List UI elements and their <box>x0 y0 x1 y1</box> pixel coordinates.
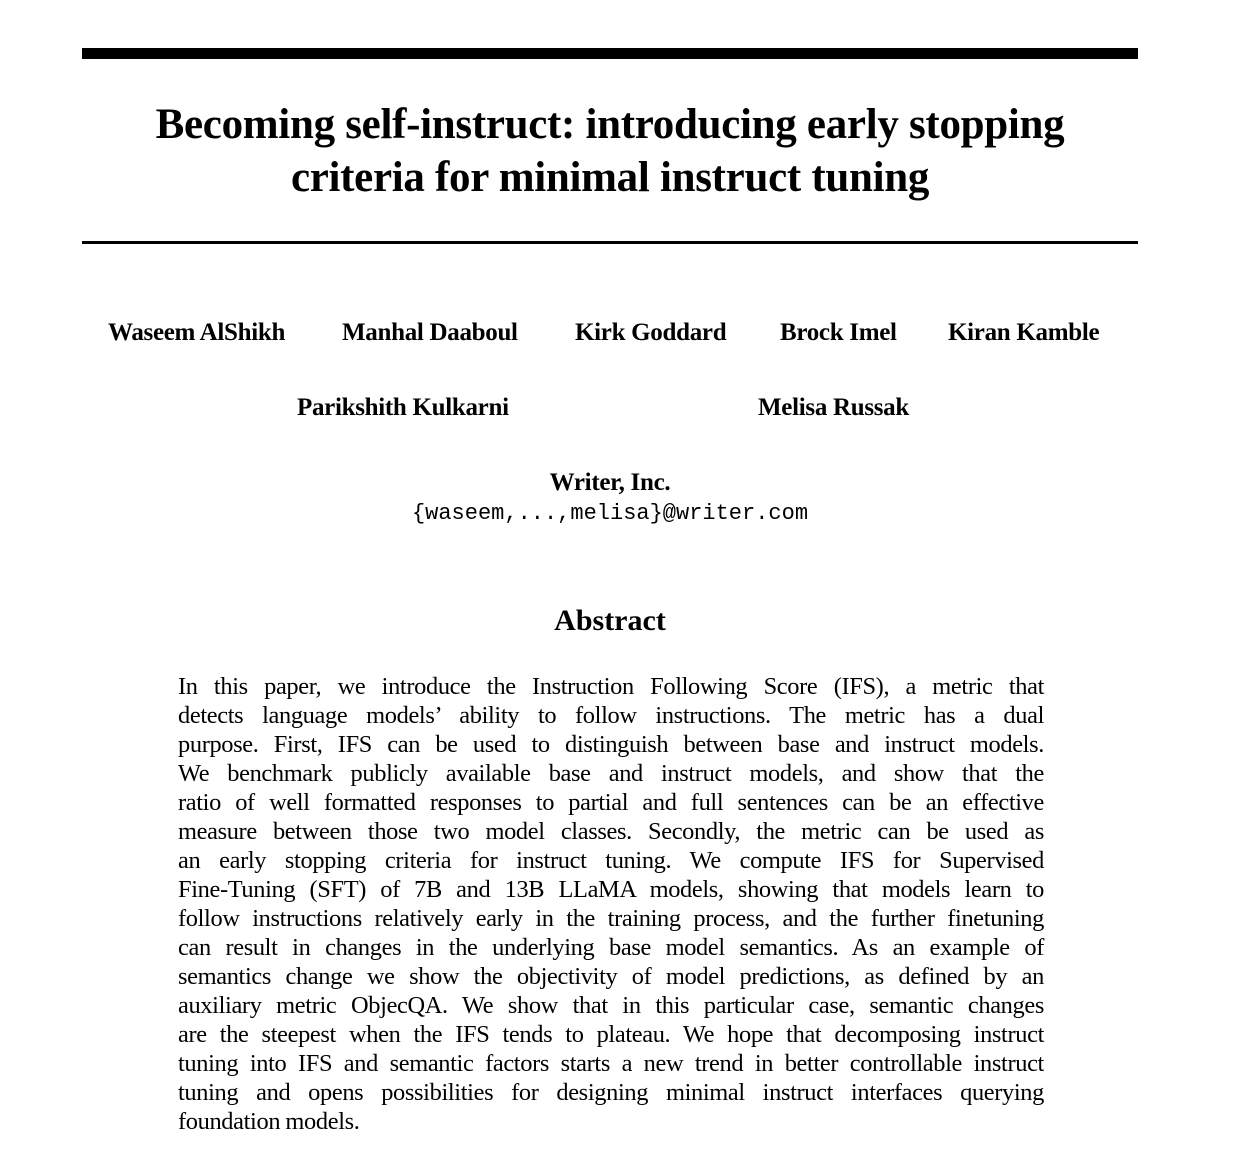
abstract-line: auxiliary metric ObjecQA. We show that in this particular case, semantic changes <box>178 992 1044 1019</box>
author-name: Kiran Kamble <box>948 319 1100 346</box>
author-name: Waseem AlShikh <box>108 319 286 346</box>
abstract-line: ratio of well formatted responses to partial and full sentences can be an effective <box>178 789 1044 816</box>
title-bottom-rule <box>82 241 1138 244</box>
abstract-body <box>178 672 1044 1136</box>
abstract-line: Fine-Tuning (SFT) of 7B and 13B LLaMA models, showing that models learn to <box>178 876 1044 903</box>
abstract-line: follow instructions relatively early in the training process, and the further finetuning <box>178 905 1044 932</box>
abstract-heading: Abstract <box>554 604 666 637</box>
author-name: Manhal Daaboul <box>342 319 518 346</box>
paper-title <box>82 98 1138 204</box>
abstract-line: In this paper, we introduce the Instruction Following Score (IFS), a metric that <box>178 673 1044 700</box>
abstract-line: foundation models. <box>178 1108 360 1135</box>
abstract-line: semantics change we show the objectivity of model predictions, as defined by an <box>178 963 1044 990</box>
affiliation: Writer, Inc. <box>549 469 671 496</box>
abstract-line: purpose. First, IFS can be used to distinguish between base and instruct models. <box>178 731 1044 758</box>
abstract-line: an early stopping criteria for instruct tuning. We compute IFS for Supervised <box>178 847 1044 874</box>
author-name: Melisa Russak <box>758 394 909 421</box>
abstract-line: tuning into IFS and semantic factors starts a new trend in better controllable instruct <box>178 1050 1044 1077</box>
title-line-1: Becoming self-instruct: introducing early stopping <box>155 101 1065 148</box>
abstract-line: are the steepest when the IFS tends to plateau. We hope that decomposing instruct <box>178 1021 1044 1048</box>
title-line-2: criteria for minimal instruct tuning <box>290 154 930 201</box>
abstract-line: tuning and opens possibilities for designing minimal instruct interfaces querying <box>178 1079 1044 1106</box>
abstract-line: can result in changes in the underlying base model semantics. As an example of <box>178 934 1044 961</box>
author-name: Parikshith Kulkarni <box>297 394 509 421</box>
abstract-line: measure between those two model classes. Secondly, the metric can be used as <box>178 818 1044 845</box>
author-name: Kirk Goddard <box>575 319 727 346</box>
author-name: Brock Imel <box>780 319 897 346</box>
abstract-line: detects language models’ ability to follow instructions. The metric has a dual <box>178 702 1044 729</box>
title-top-rule <box>82 48 1138 59</box>
abstract-line: We benchmark publicly available base and instruct models, and show that the <box>178 760 1044 787</box>
author-email: {waseem,...,melisa}@writer.com <box>411 501 809 526</box>
